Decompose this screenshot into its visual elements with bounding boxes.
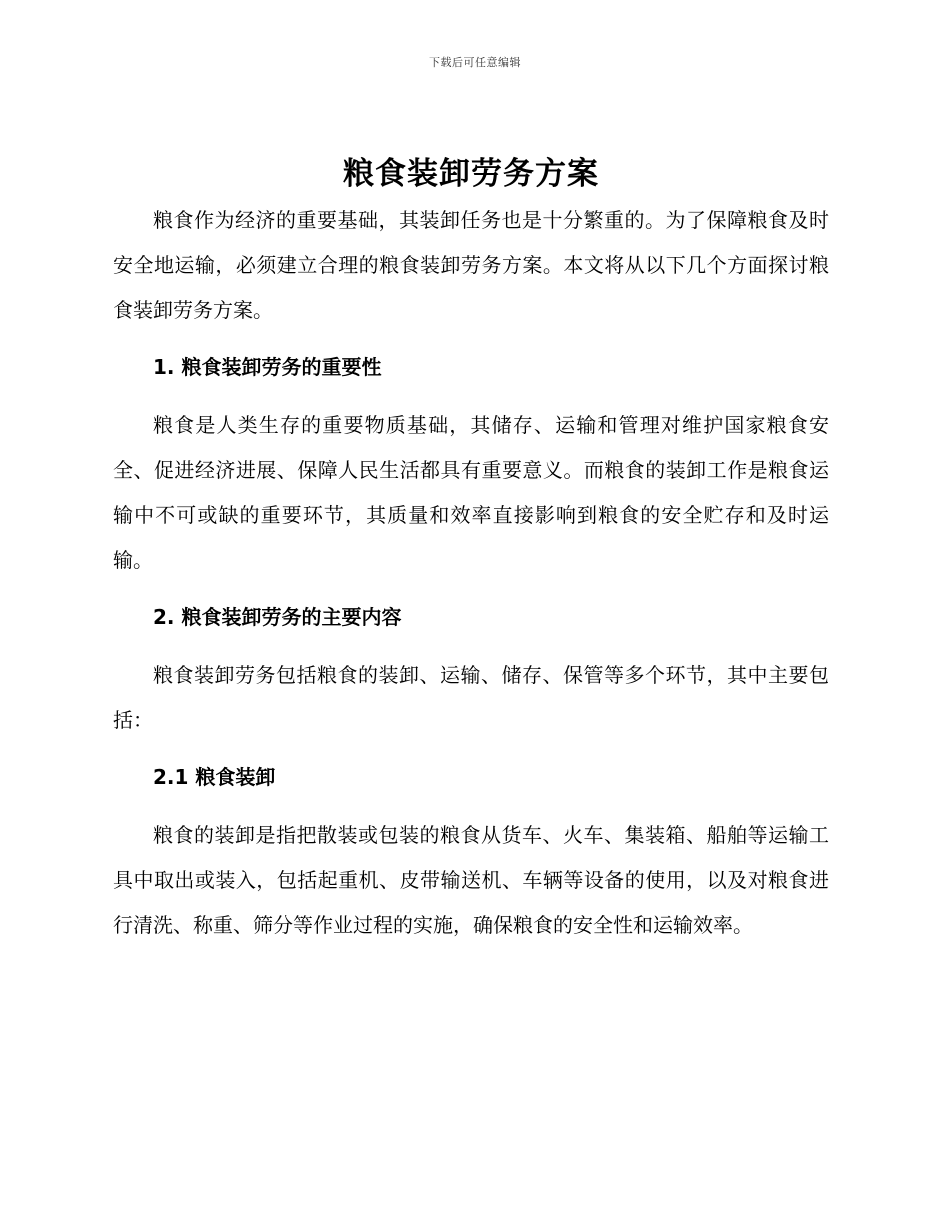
page-title: 粮食装卸劳务方案 [343,156,599,192]
spacer [113,743,829,755]
intro-paragraph: 粮食作为经济的重要基础，其装卸任务也是十分繁重的。为了保障粮食及时安全地运输，必须建立合理的粮食装卸劳务方案。本文将从以下几个方面探讨粮食装卸劳务方案。 [113,208,829,322]
section-2-paragraph: 粮食装卸劳务包括粮食的装卸、运输、储存、保管等多个环节，其中主要包括： [113,663,829,732]
section-2-heading: 2. 粮食装卸劳务的主要内容 [153,605,402,629]
spacer [113,640,829,653]
spacer [113,800,829,813]
header-note: 下载后可任意编辑 [429,56,521,69]
spacer [113,390,829,403]
section-1-paragraph: 粮食是人类生存的重要物质基础，其储存、运输和管理对维护国家粮食安全、促进经济进展、保障人民生活都具有重要意义。而粮食的装卸工作是粮食运输中不可或缺的重要环节，其质量和效率直接影响到粮食的安全贮存和及时运输。 [113,413,829,572]
spacer [113,583,829,595]
section-2-1-paragraph: 粮食的装卸是指把散装或包装的粮食从货车、火车、集装箱、船舶等运输工具中取出或装入，包括起重机、皮带输送机、车辆等设备的使用，以及对粮食进行清洗、称重、筛分等作业过程的实施，确保粮食的安全性和运输效率。 [113,823,829,937]
document-content [113,150,829,948]
spacer [113,333,829,345]
section-1-heading: 1. 粮食装卸劳务的重要性 [153,355,382,379]
section-2-1-heading: 2.1 粮食装卸 [153,765,276,789]
